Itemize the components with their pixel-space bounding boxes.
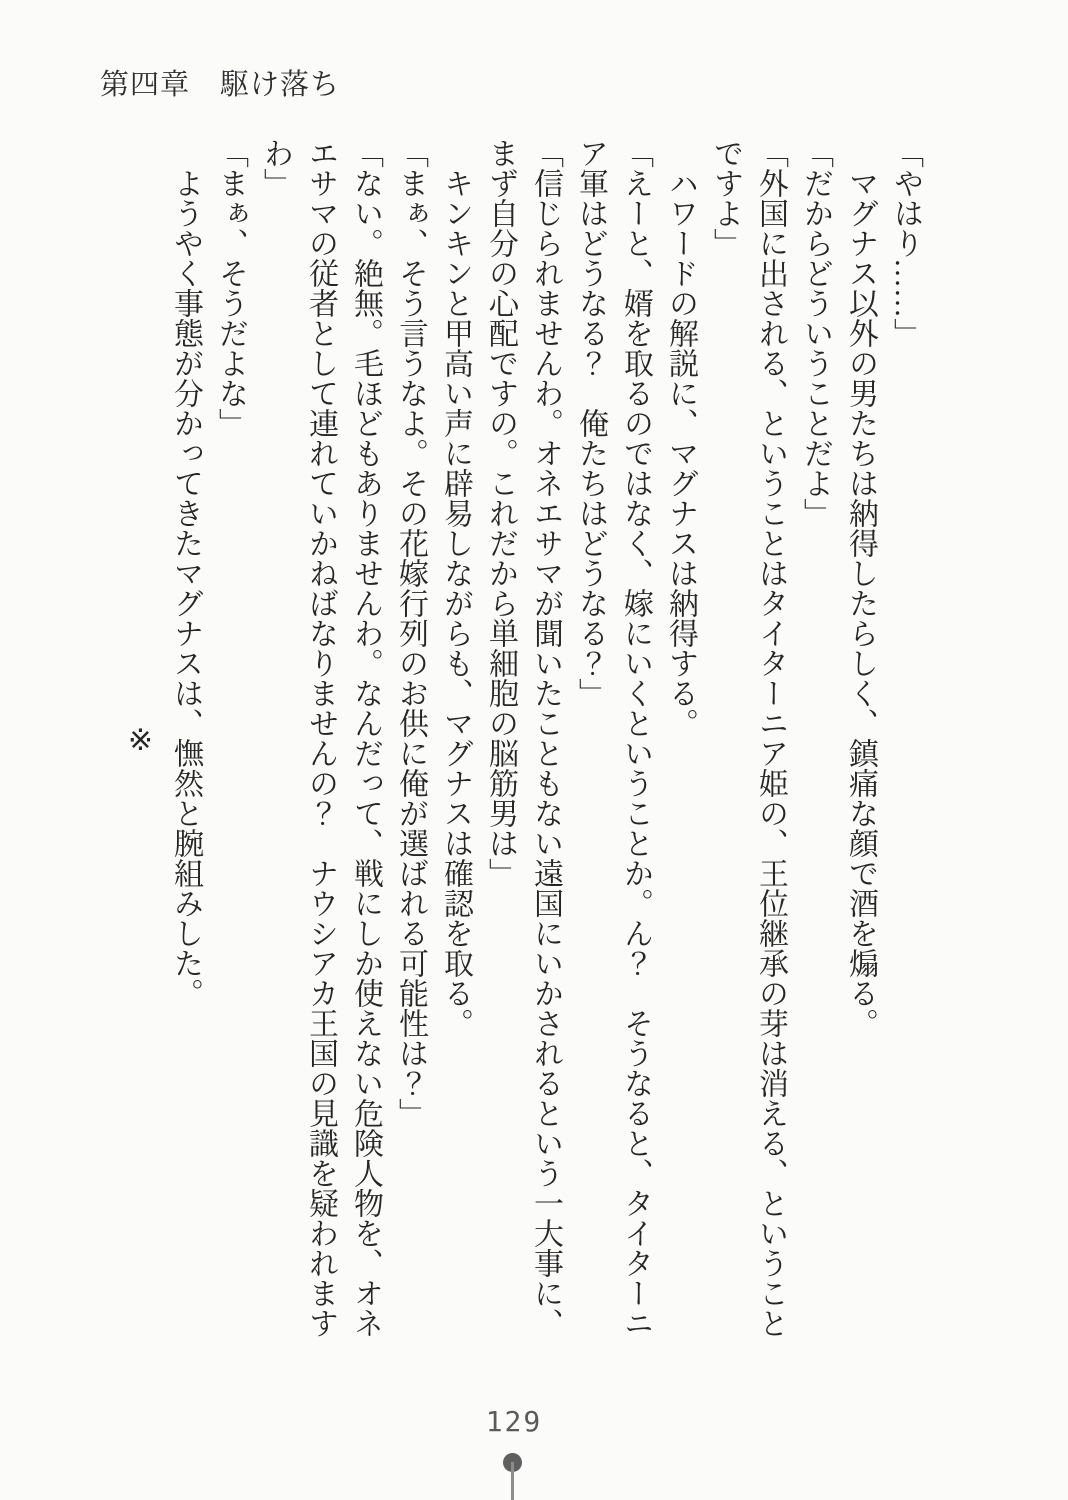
paragraph: キンキンと甲高い声に辟易しながらも、マグナスは確認を取る。 — [439, 168, 472, 1038]
paragraph: 「やはり……」 — [889, 138, 922, 348]
chapter-heading: 第四章 駆け落ち — [100, 69, 341, 101]
paragraph: 「信じられませんわ。オネエサマが聞いたこともない遠国にいかされるという一大事に、まず自分の心配ですの。これだから単細胞の脳筋男は」 — [484, 138, 562, 1338]
paragraph: 「まぁ、そう言うなよ。その花嫁行列のお供に俺が選ばれる可能性は？」 — [394, 138, 427, 1128]
paragraph: マグナス以外の男たちは納得したらしく、鎮痛な顔で酒を煽る。 — [844, 168, 877, 1038]
paragraph: 「ない。絶無。毛ほどもありませんわ。なんだって、戦にしか使えない危険人物を、オネエサマの従者として連れていかねばなりませんの？ ナウシアカ王国の見識を疑われますわ」 — [259, 138, 382, 1338]
paragraph: ようやく事態が分かってきたマグナスは、憮然と腕組みした。 — [169, 168, 202, 1008]
scroll-indicator-line — [511, 1462, 514, 1500]
text-block — [118, 138, 928, 1343]
paragraph: 「えーと、婿を取るのではなく、嫁にいくということか。ん？ そうなると、タイターニア軍はどうなる？ 俺たちはどうなる？」 — [574, 138, 652, 1338]
section-break-mark: ※ — [124, 723, 157, 758]
paragraph: 「まぁ、そうだよな」 — [214, 138, 247, 438]
page-number: 129 — [485, 1405, 543, 1438]
paragraph: ハワードの解説に、マグナスは納得する。 — [664, 168, 697, 738]
paragraph: 「外国に出される、ということはタイターニア姫の、王位継承の芽は消える、ということですよ」 — [709, 138, 787, 1338]
paragraph: 「だからどういうことだよ」 — [799, 138, 832, 528]
